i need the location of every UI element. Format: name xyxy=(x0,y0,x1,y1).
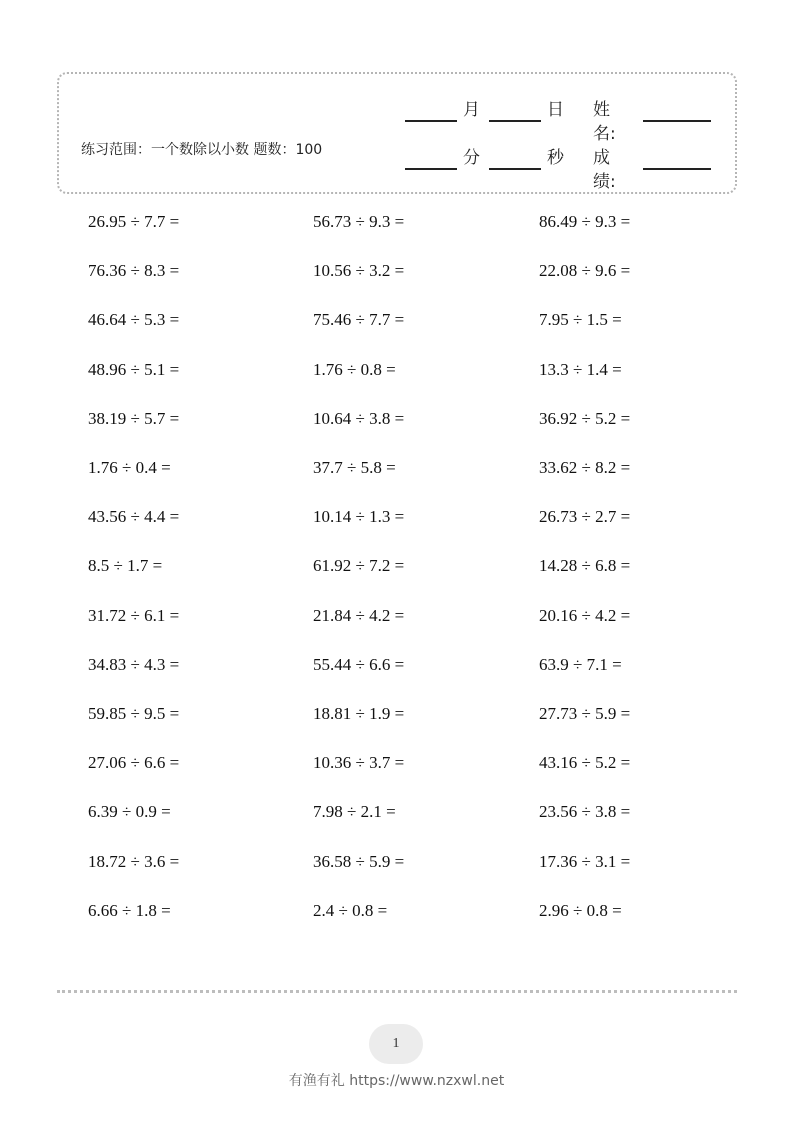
problem-item: 18.72 ÷ 3.6 = xyxy=(88,852,180,871)
score-label: 成绩: xyxy=(593,148,616,192)
problem-item: 1.76 ÷ 0.4 = xyxy=(88,458,171,477)
problem-item: 7.95 ÷ 1.5 = xyxy=(539,310,622,329)
problem-item: 48.96 ÷ 5.1 = xyxy=(88,360,180,379)
header-box xyxy=(57,72,737,194)
second-label: 秒 xyxy=(547,148,564,168)
page-number: 1 xyxy=(369,1024,423,1064)
problem-item: 36.92 ÷ 5.2 = xyxy=(539,409,631,428)
problem-item: 46.64 ÷ 5.3 = xyxy=(88,310,180,329)
problem-item: 26.95 ÷ 7.7 = xyxy=(88,212,180,231)
problem-item: 63.9 ÷ 7.1 = xyxy=(539,655,622,674)
problem-item: 8.5 ÷ 1.7 = xyxy=(88,556,163,575)
minute-blank[interactable] xyxy=(405,146,457,170)
problem-item: 21.84 ÷ 4.2 = xyxy=(313,606,405,625)
month-label: 月 xyxy=(463,100,480,120)
problem-item: 10.56 ÷ 3.2 = xyxy=(313,261,405,280)
problem-item: 76.36 ÷ 8.3 = xyxy=(88,261,180,280)
problem-item: 13.3 ÷ 1.4 = xyxy=(539,360,622,379)
practice-scope: 练习范围：一个数除以小数 题数：100 xyxy=(81,142,323,158)
name-blank[interactable] xyxy=(643,98,711,122)
problem-item: 10.14 ÷ 1.3 = xyxy=(313,507,405,526)
problem-item: 20.16 ÷ 4.2 = xyxy=(539,606,631,625)
problem-item: 6.66 ÷ 1.8 = xyxy=(88,901,171,920)
problem-item: 61.92 ÷ 7.2 = xyxy=(313,556,405,575)
problem-item: 43.56 ÷ 4.4 = xyxy=(88,507,180,526)
problem-item: 1.76 ÷ 0.8 = xyxy=(313,360,396,379)
problem-item: 56.73 ÷ 9.3 = xyxy=(313,212,405,231)
problem-item: 55.44 ÷ 6.6 = xyxy=(313,655,405,674)
problem-item: 7.98 ÷ 2.1 = xyxy=(313,802,396,821)
problem-item: 38.19 ÷ 5.7 = xyxy=(88,409,180,428)
problem-item: 2.4 ÷ 0.8 = xyxy=(313,901,388,920)
day-blank[interactable] xyxy=(489,98,541,122)
month-blank[interactable] xyxy=(405,98,457,122)
score-blank[interactable] xyxy=(643,146,711,170)
problem-item: 86.49 ÷ 9.3 = xyxy=(539,212,631,231)
second-blank[interactable] xyxy=(489,146,541,170)
problem-item: 59.85 ÷ 9.5 = xyxy=(88,704,180,723)
problem-item: 26.73 ÷ 2.7 = xyxy=(539,507,631,526)
problem-item: 43.16 ÷ 5.2 = xyxy=(539,753,631,772)
problem-item: 18.81 ÷ 1.9 = xyxy=(313,704,405,723)
problem-item: 2.96 ÷ 0.8 = xyxy=(539,901,622,920)
problem-item: 22.08 ÷ 9.6 = xyxy=(539,261,631,280)
problem-item: 27.06 ÷ 6.6 = xyxy=(88,753,180,772)
problem-item: 27.73 ÷ 5.9 = xyxy=(539,704,631,723)
day-label: 日 xyxy=(547,100,564,120)
problem-item: 31.72 ÷ 6.1 = xyxy=(88,606,180,625)
problem-item: 23.56 ÷ 3.8 = xyxy=(539,802,631,821)
problem-item: 10.64 ÷ 3.8 = xyxy=(313,409,405,428)
problem-item: 6.39 ÷ 0.9 = xyxy=(88,802,171,821)
problem-item: 75.46 ÷ 7.7 = xyxy=(313,310,405,329)
minute-label: 分 xyxy=(463,148,480,168)
divider xyxy=(57,990,737,993)
problem-item: 36.58 ÷ 5.9 = xyxy=(313,852,405,871)
problem-item: 34.83 ÷ 4.3 = xyxy=(88,655,180,674)
name-label: 姓名: xyxy=(593,100,616,144)
problem-item: 17.36 ÷ 3.1 = xyxy=(539,852,631,871)
problem-item: 37.7 ÷ 5.8 = xyxy=(313,458,396,477)
problem-item: 14.28 ÷ 6.8 = xyxy=(539,556,631,575)
problem-item: 10.36 ÷ 3.7 = xyxy=(313,753,405,772)
problem-item: 33.62 ÷ 8.2 = xyxy=(539,458,631,477)
footer-text: 有渔有礼 https://www.nzxwl.net xyxy=(288,1073,505,1089)
